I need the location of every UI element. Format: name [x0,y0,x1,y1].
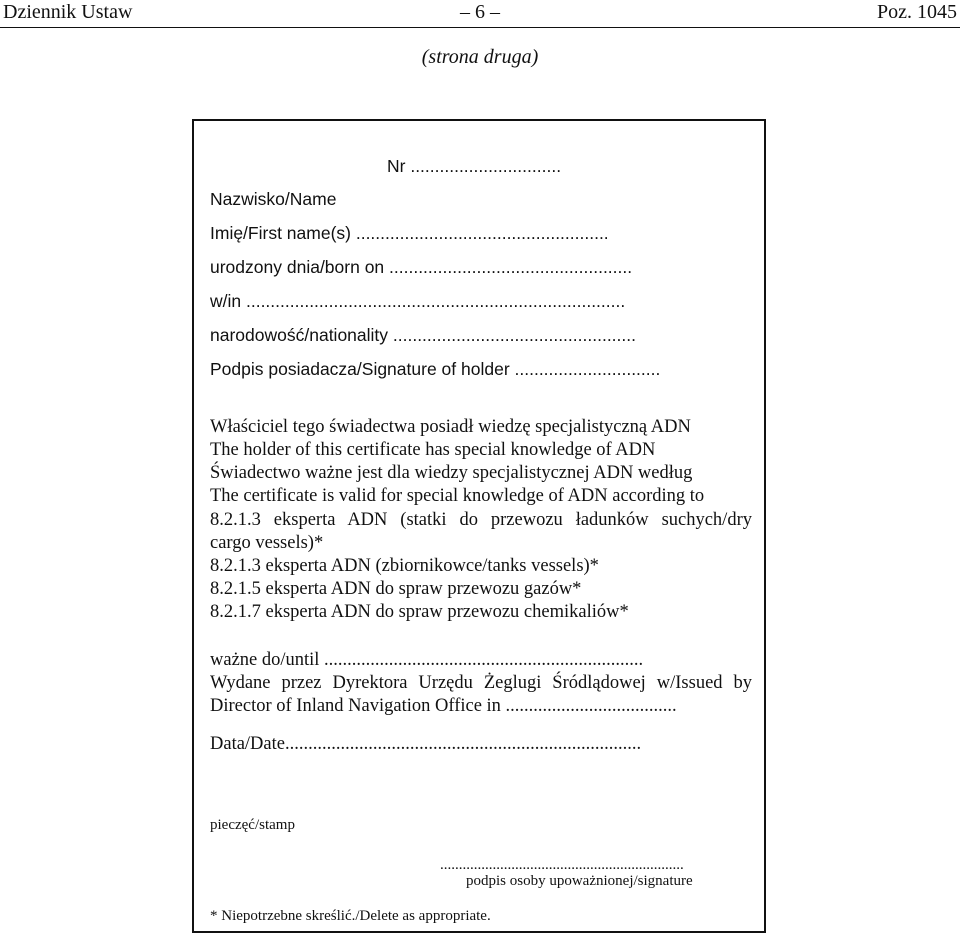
option-tank-vessels[interactable]: 8.2.1.3 eksperta ADN (zbiornikowce/tanks vessels)* [210,556,599,576]
option-chemicals[interactable]: 8.2.1.7 eksperta ADN do spraw przewozu chemikaliów* [210,602,629,622]
valid-until-field[interactable]: ważne do/until ..................................................................... [210,650,644,670]
issued-by-line: Wydane przez Dyrektora Urzędu Żeglugi Śródlądowej w/Issued by [210,673,752,693]
surname-field[interactable]: Nazwisko/Name [210,189,337,209]
authorized-signature-label: podpis osoby upoważnionej/signature [466,873,693,889]
certificate-form [192,119,766,933]
nationality-field[interactable]: narodowość/nationality .................................................. [210,325,636,345]
date-field[interactable]: Data/Date............................................................................. [210,734,642,754]
option-dry-cargo-cont: cargo vessels)* [210,533,324,553]
option-gas[interactable]: 8.2.1.5 eksperta ADN do spraw przewozu gazów* [210,579,582,599]
position-number: Poz. 1045 [877,1,957,23]
option-dry-cargo[interactable]: 8.2.1.3 eksperta ADN (statki do przewozu ładunków suchych/dry [210,510,752,530]
authorized-signature-line[interactable]: ................................................................. [440,857,684,873]
validity-pl: Świadectwo ważne jest dla wiedzy specjalistycznej ADN według [210,463,693,483]
header-rule [0,27,960,28]
birthplace-field[interactable]: w/in .............................................................................. [210,291,626,311]
first-name-field[interactable]: Imię/First name(s) .................................................... [210,223,609,243]
journal-title: Dziennik Ustaw [3,1,133,23]
page-header [0,0,960,26]
holder-signature-field[interactable]: Podpis posiadacza/Signature of holder .............................. [210,359,661,379]
statement-en: The holder of this certificate has special knowledge of ADN [210,440,656,460]
stamp-label: pieczęć/stamp [210,817,295,833]
footnote: * Niepotrzebne skreślić./Delete as appropriate. [210,908,491,924]
statement-pl: Właściciel tego świadectwa posiadł wiedzę specjalistyczną ADN [210,417,691,437]
issuing-office-field[interactable]: Director of Inland Navigation Office in ..................................... [210,696,677,716]
validity-en: The certificate is valid for special knowledge of ADN according to [210,486,705,506]
number-field[interactable]: Nr ............................... [387,156,562,176]
page-subtitle: (strona druga) [421,46,539,68]
birth-date-field[interactable]: urodzony dnia/born on .................................................. [210,257,633,277]
page-number: – 6 – [460,1,500,23]
